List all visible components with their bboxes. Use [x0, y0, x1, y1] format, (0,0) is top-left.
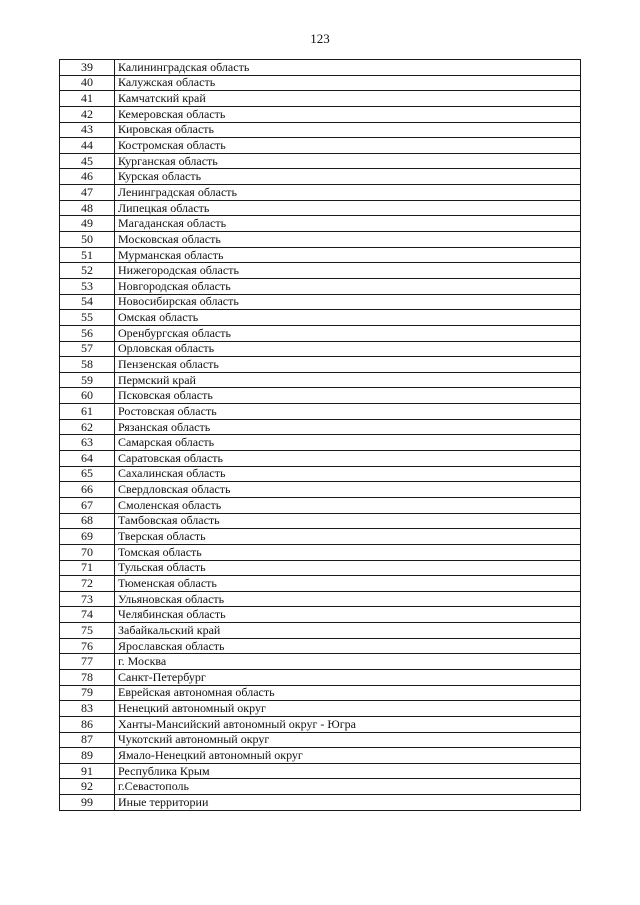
region-code-cell: 39	[60, 60, 115, 76]
table-row	[60, 357, 581, 373]
region-name-cell: Пензенская область	[115, 357, 581, 373]
region-name-cell: Курганская область	[115, 153, 581, 169]
region-code-cell: 89	[60, 748, 115, 764]
region-code-cell: 75	[60, 623, 115, 639]
region-code-cell: 72	[60, 576, 115, 592]
region-name-cell: Сахалинская область	[115, 466, 581, 482]
table-row	[60, 560, 581, 576]
region-name-cell: Смоленская область	[115, 497, 581, 513]
region-name-cell: Ямало-Ненецкий автономный округ	[115, 748, 581, 764]
region-name-cell: г. Москва	[115, 654, 581, 670]
table-row	[60, 779, 581, 795]
region-code-cell: 55	[60, 310, 115, 326]
table-row	[60, 341, 581, 357]
region-name-cell: Самарская область	[115, 435, 581, 451]
table-row	[60, 185, 581, 201]
table-row	[60, 685, 581, 701]
region-code-cell: 99	[60, 795, 115, 811]
region-name-cell: Республика Крым	[115, 763, 581, 779]
region-code-cell: 68	[60, 513, 115, 529]
region-code-cell: 57	[60, 341, 115, 357]
region-code-cell: 54	[60, 294, 115, 310]
region-code-cell: 66	[60, 482, 115, 498]
region-name-cell: Ненецкий автономный округ	[115, 701, 581, 717]
region-code-cell: 43	[60, 122, 115, 138]
region-name-cell: Курская область	[115, 169, 581, 185]
region-name-cell: Пермский край	[115, 372, 581, 388]
region-name-cell: Тульская область	[115, 560, 581, 576]
region-name-cell: Калужская область	[115, 75, 581, 91]
table-row	[60, 529, 581, 545]
table-row	[60, 91, 581, 107]
table-row	[60, 716, 581, 732]
table-row	[60, 216, 581, 232]
region-name-cell: Кировская область	[115, 122, 581, 138]
table-row	[60, 122, 581, 138]
table-row	[60, 435, 581, 451]
region-code-cell: 74	[60, 607, 115, 623]
table-row	[60, 497, 581, 513]
page-number: 123	[310, 31, 330, 46]
region-code-cell: 45	[60, 153, 115, 169]
table-row	[60, 623, 581, 639]
region-code-cell: 65	[60, 466, 115, 482]
table-row	[60, 263, 581, 279]
table-row	[60, 576, 581, 592]
region-name-cell: Забайкальский край	[115, 623, 581, 639]
region-code-cell: 67	[60, 497, 115, 513]
table-row	[60, 325, 581, 341]
region-code-cell: 64	[60, 451, 115, 467]
table-row	[60, 795, 581, 811]
region-name-cell: Липецкая область	[115, 200, 581, 216]
region-name-cell: Мурманская область	[115, 247, 581, 263]
table-row	[60, 60, 581, 76]
region-code-cell: 86	[60, 716, 115, 732]
table-row	[60, 669, 581, 685]
table-body	[60, 60, 581, 811]
region-name-cell: Свердловская область	[115, 482, 581, 498]
region-code-cell: 49	[60, 216, 115, 232]
table-row	[60, 169, 581, 185]
region-code-cell: 61	[60, 404, 115, 420]
region-code-cell: 53	[60, 278, 115, 294]
table-row	[60, 294, 581, 310]
region-name-cell: Орловская область	[115, 341, 581, 357]
region-code-cell: 77	[60, 654, 115, 670]
table-row	[60, 138, 581, 154]
region-name-cell: Новосибирская область	[115, 294, 581, 310]
region-name-cell: Псковская область	[115, 388, 581, 404]
region-code-cell: 92	[60, 779, 115, 795]
table-row	[60, 607, 581, 623]
table-row	[60, 654, 581, 670]
region-code-cell: 48	[60, 200, 115, 216]
region-code-cell: 70	[60, 544, 115, 560]
region-code-cell: 59	[60, 372, 115, 388]
region-name-cell: Нижегородская область	[115, 263, 581, 279]
region-code-cell: 51	[60, 247, 115, 263]
table-row	[60, 247, 581, 263]
table-row	[60, 232, 581, 248]
region-name-cell: Рязанская область	[115, 419, 581, 435]
region-code-cell: 63	[60, 435, 115, 451]
table-row	[60, 513, 581, 529]
region-code-cell: 46	[60, 169, 115, 185]
region-name-cell: Ростовская область	[115, 404, 581, 420]
region-name-cell: Новгородская область	[115, 278, 581, 294]
region-code-cell: 79	[60, 685, 115, 701]
region-name-cell: Оренбургская область	[115, 325, 581, 341]
table-row	[60, 419, 581, 435]
region-name-cell: Ульяновская область	[115, 591, 581, 607]
region-name-cell: Томская область	[115, 544, 581, 560]
region-name-cell: Костромская область	[115, 138, 581, 154]
region-code-cell: 44	[60, 138, 115, 154]
region-code-cell: 58	[60, 357, 115, 373]
region-name-cell: Камчатский край	[115, 91, 581, 107]
table-row	[60, 106, 581, 122]
table-row	[60, 451, 581, 467]
region-name-cell: Тюменская область	[115, 576, 581, 592]
region-name-cell: Еврейская автономная область	[115, 685, 581, 701]
region-name-cell: Санкт-Петербург	[115, 669, 581, 685]
region-name-cell: Иные территории	[115, 795, 581, 811]
region-name-cell: Челябинская область	[115, 607, 581, 623]
region-name-cell: Саратовская область	[115, 451, 581, 467]
region-name-cell: Чукотский автономный округ	[115, 732, 581, 748]
table-row	[60, 75, 581, 91]
region-code-cell: 78	[60, 669, 115, 685]
region-name-cell: Ярославская область	[115, 638, 581, 654]
region-code-cell: 41	[60, 91, 115, 107]
region-name-cell: Магаданская область	[115, 216, 581, 232]
table-row	[60, 388, 581, 404]
table-row	[60, 732, 581, 748]
region-name-cell: Омская область	[115, 310, 581, 326]
table-row	[60, 591, 581, 607]
table-row	[60, 482, 581, 498]
table-row	[60, 200, 581, 216]
region-codes-table	[59, 59, 581, 811]
region-code-cell: 69	[60, 529, 115, 545]
region-code-cell: 47	[60, 185, 115, 201]
region-code-cell: 83	[60, 701, 115, 717]
table-row	[60, 153, 581, 169]
region-code-cell: 73	[60, 591, 115, 607]
table-row	[60, 701, 581, 717]
region-name-cell: Калининградская область	[115, 60, 581, 76]
region-name-cell: Тверская область	[115, 529, 581, 545]
table-row	[60, 638, 581, 654]
region-code-cell: 91	[60, 763, 115, 779]
region-code-cell: 87	[60, 732, 115, 748]
table-row	[60, 544, 581, 560]
table-row	[60, 748, 581, 764]
region-code-cell: 42	[60, 106, 115, 122]
region-name-cell: Кемеровская область	[115, 106, 581, 122]
region-code-cell: 40	[60, 75, 115, 91]
table-row	[60, 310, 581, 326]
region-code-cell: 50	[60, 232, 115, 248]
region-name-cell: Московская область	[115, 232, 581, 248]
region-code-cell: 52	[60, 263, 115, 279]
region-code-cell: 62	[60, 419, 115, 435]
region-name-cell: г.Севастополь	[115, 779, 581, 795]
table-row	[60, 466, 581, 482]
region-code-cell: 76	[60, 638, 115, 654]
region-code-cell: 60	[60, 388, 115, 404]
region-code-cell: 56	[60, 325, 115, 341]
table-row	[60, 278, 581, 294]
region-name-cell: Ленинградская область	[115, 185, 581, 201]
region-name-cell: Тамбовская область	[115, 513, 581, 529]
table-row	[60, 372, 581, 388]
table-row	[60, 763, 581, 779]
region-name-cell: Ханты-Мансийский автономный округ - Югра	[115, 716, 581, 732]
region-code-cell: 71	[60, 560, 115, 576]
table-row	[60, 404, 581, 420]
